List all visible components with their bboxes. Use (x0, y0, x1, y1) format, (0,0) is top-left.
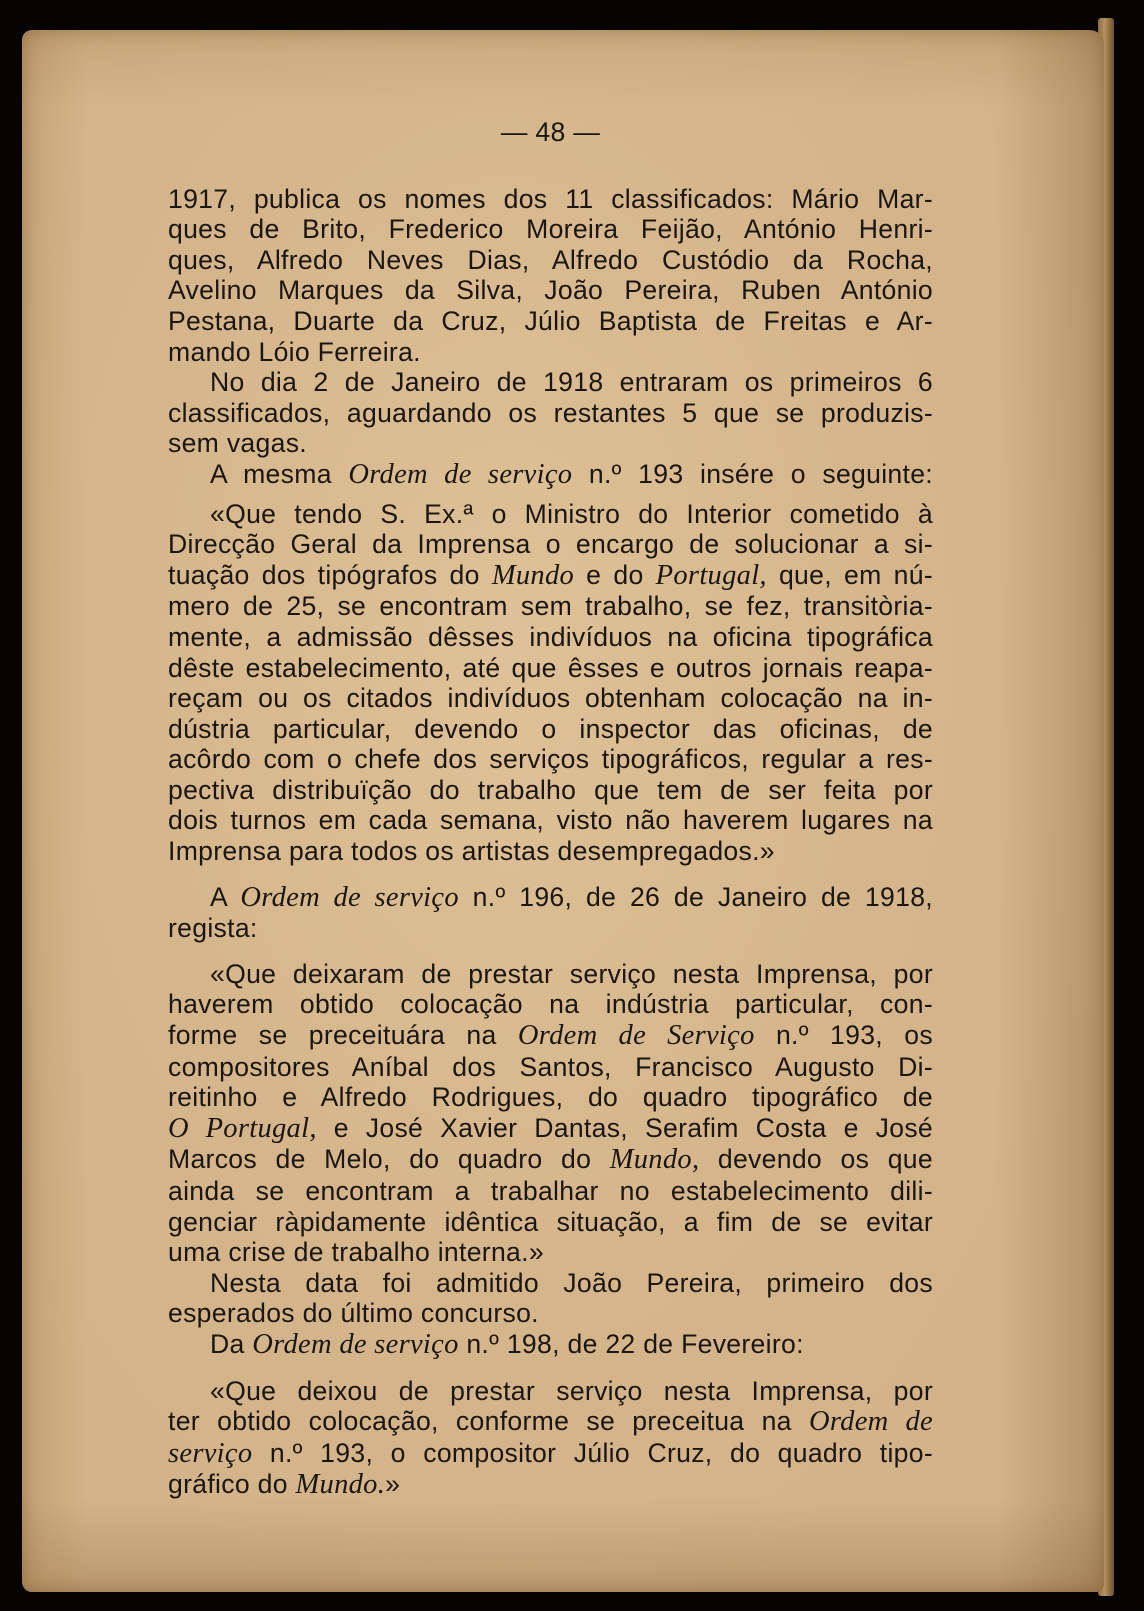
text-line: regista: (168, 913, 258, 944)
text-line: mente, a admissão dêsses indivíduos na oficina tipográfica (168, 621, 933, 652)
text-line: No dia 2 de Janeiro de 1918 entraram os primeiros 6 (210, 367, 933, 398)
text-line: ter obtido colocação, conforme se preceitua na Ordem de (168, 1406, 934, 1438)
text-line: ainda se encontram a trabalhar no estabelecimento dili- (168, 1176, 933, 1206)
text-line: sem vagas. (168, 428, 307, 459)
text-line: Da Ordem de serviço n.º 198, de 22 de Fevereiro: (210, 1328, 804, 1360)
text-line: A Ordem de serviço n.º 196, de 26 de Janeiro de 1918, (210, 881, 933, 913)
text-line: «Que tendo S. Ex.ª o Ministro do Interior cometido à (210, 498, 933, 529)
text-line: «Que deixou de prestar serviço nesta Imprensa, por (210, 1375, 933, 1406)
paragraph-gap (168, 867, 933, 882)
text-line: uma crise de trabalho interna.» (168, 1237, 544, 1268)
paragraph-gap (168, 1361, 933, 1376)
text-line: dois turnos em cada semana, visto não haverem lugares na (168, 805, 933, 836)
text-line: 1917, publica os nomes dos 11 classificados: Mário Mar- (168, 183, 933, 214)
text-line: A mesma Ordem de serviço n.º 193 insére o seguinte: (210, 458, 933, 490)
text-line: compositores Aníbal dos Santos, Francisco Augusto Di- (168, 1051, 933, 1082)
text-line: acôrdo com o chefe dos serviços tipográficos, regular a res- (168, 744, 933, 775)
text-line: «Que deixaram de prestar serviço nesta Imprensa, por (210, 958, 933, 989)
text-line: Nesta data foi admitido João Pereira, primeiro dos (210, 1267, 933, 1298)
text-line: genciar ràpidamente idêntica situação, a fim de se evitar (168, 1206, 933, 1237)
text-line: serviço n.º 193, o compositor Júlio Cruz, do quadro tipo- (168, 1437, 933, 1469)
text-line: mero de 25, se encontram sem trabalho, se fez, transitòria- (168, 591, 933, 622)
text-line: ques de Brito, Frederico Moreira Feijão, António Henri- (168, 214, 933, 245)
text-line: forme se preceituára na Ordem de Serviço n.º 193, os (168, 1020, 933, 1052)
text-line: reçam ou os citados indivíduos obtenham colocação na in- (168, 683, 933, 714)
page-number: — 48 — (500, 117, 601, 147)
text-line: Marcos de Melo, do quadro do Mundo, devendo os que (168, 1144, 933, 1176)
text-line: esperados do último concurso. (168, 1298, 539, 1329)
text-line: Avelino Marques da Silva, João Pereira, Ruben António (168, 275, 933, 306)
paragraph-gap (168, 944, 933, 959)
text-line: pectiva distribuïção do trabalho que tem de ser feita por (168, 774, 933, 805)
text-line: Pestana, Duarte da Cruz, Júlio Baptista de Freitas e Ar- (168, 305, 933, 336)
text-line: dêste estabelecimento, até que êsses e outros jornais reapa- (168, 652, 933, 683)
text-line: dústria particular, devendo o inspector das oficinas, de (168, 713, 933, 744)
text-line: ques, Alfredo Neves Dias, Alfredo Custódio da Rocha, (168, 244, 933, 275)
text-line: reitinho e Alfredo Rodrigues, do quadro tipográfico de (168, 1082, 933, 1113)
text-line: Direcção Geral da Imprensa o encargo de solucionar a si- (168, 529, 933, 560)
text-line: Imprensa para todos os artistas desempregados.» (168, 836, 775, 867)
text-line: gráfico do Mundo.» (168, 1469, 401, 1501)
text-line: mando Lóio Ferreira. (168, 336, 421, 367)
text-line: O Portugal, e José Xavier Dantas, Serafim Costa e José (168, 1112, 934, 1144)
text-line: haverem obtido colocação na indústria particular, con- (168, 989, 933, 1020)
text-line: tuação dos tipógrafos do Mundo e do Portugal, que, em nú- (168, 559, 933, 591)
page-text (168, 117, 933, 1501)
text-line: classificados, aguardando os restantes 5 que se produzis- (168, 397, 933, 428)
